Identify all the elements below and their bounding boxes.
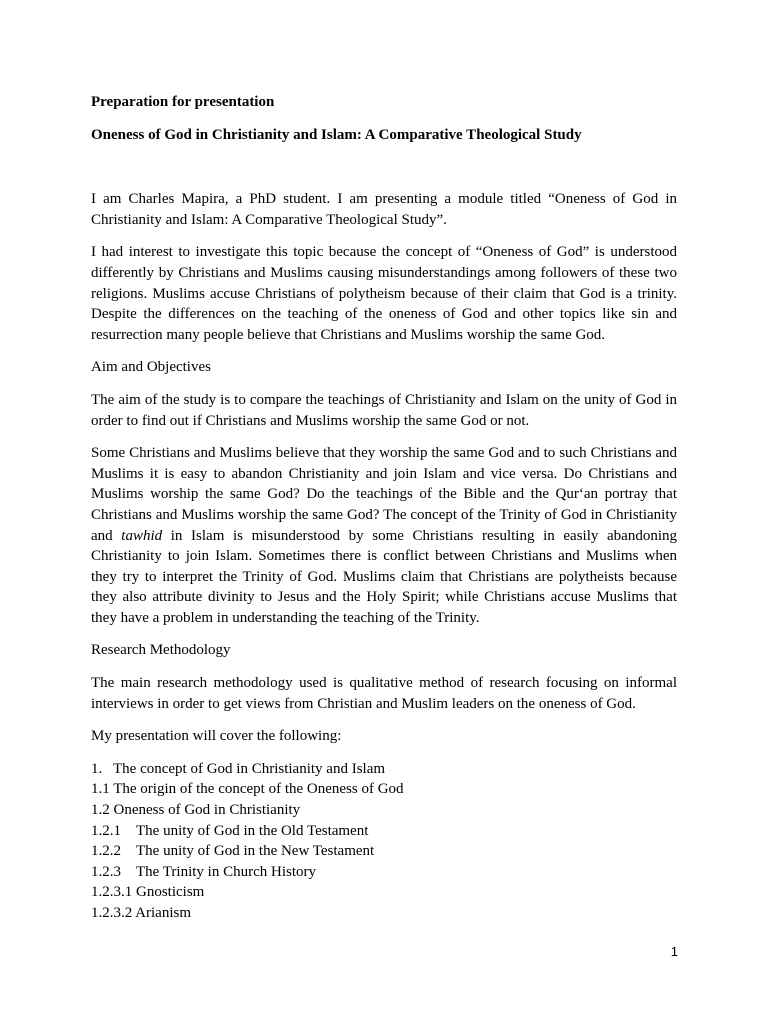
outline-text: The unity of God in the Old Testament <box>136 822 369 839</box>
outline-number: 1.2.2 <box>91 843 121 860</box>
interest-paragraph: I had interest to investigate this topic because the concept of “Oneness of God” is understood differently by Christians and Muslims causing misunderstandings among followers of these two religions. Muslims accuse Christians of polytheism because of their claim that God is a trinity. Despite the differences on the teaching of the oneness of God and other topics like sin and resurrection many people believe that Christians and Muslims worship the same God. <box>91 244 677 343</box>
outline-item <box>91 759 677 780</box>
method-heading: Research Methodology <box>91 642 231 659</box>
outline-item <box>91 841 677 862</box>
presentation-outline <box>91 759 677 924</box>
document-title: Oneness of God in Christianity and Islam: A Comparative Theological Study <box>91 126 582 143</box>
outline-item <box>91 862 677 883</box>
page-number: 1 <box>670 944 678 959</box>
intro-paragraph: I am Charles Mapira, a PhD student. I am presenting a module titled “Oneness of God in Christianity and Islam: A Comparative Theological Study”. <box>91 191 677 228</box>
background-text-part2: in Islam is misunderstood by some Christians resulting in easily abandoning Christianity to join Islam. Sometimes there is conflict between Christians and Muslims when they try to interpret the Trinity of God. Muslims claim that Christians are polytheists because they also attribute divinity to Jesus and the Holy Spirit; while Christians accuse Muslims that they have a problem in understanding the teaching of the Trinity. <box>91 527 677 626</box>
outline-number: 1.2.3 <box>91 863 121 880</box>
outline-item: 1.1 The origin of the concept of the Oneness of God <box>91 781 404 798</box>
document-label: Preparation for presentation <box>91 94 275 110</box>
outline-number: 1.2.1 <box>91 822 121 839</box>
outline-text: The concept of God in Christianity and Islam <box>113 760 386 777</box>
outline-item: 1.2 Oneness of God in Christianity <box>91 802 301 819</box>
outline-number: 1. <box>91 760 103 777</box>
aim-paragraph: The aim of the study is to compare the teachings of Christianity and Islam on the unity of God in order to find out if Christians and Muslims worship the same God or not. <box>91 391 677 429</box>
tawhid-term: tawhid <box>121 527 163 544</box>
background-paragraph <box>91 443 677 628</box>
method-paragraph: The main research methodology used is qualitative method of research focusing on informal interviews in order to get views from Christian and Muslim leaders on the oneness of God. <box>91 675 677 712</box>
outline-item: 1.2.3.2 Arianism <box>91 905 191 921</box>
document-body <box>91 92 677 924</box>
background-text-part1: Some Christians and Muslims believe that they worship the same God and to such Christians and Muslims it is easy to abandon Christianity and join Islam and vice versa. Do Christians and Muslims worship the same God? Do the teachings of the Bible and the Qur‘an portray that Christians and Muslims worship the same God? The concept of the Trinity of God in Christianity and <box>91 445 677 544</box>
aim-heading: Aim and Objectives <box>91 359 211 376</box>
outline-item: 1.2.3.1 Gnosticism <box>91 884 205 901</box>
outline-text: The Trinity in Church History <box>136 863 317 880</box>
outline-text: The unity of God in the New Testament <box>136 843 375 860</box>
outline-item <box>91 821 677 842</box>
cover-intro: My presentation will cover the following: <box>91 728 342 745</box>
